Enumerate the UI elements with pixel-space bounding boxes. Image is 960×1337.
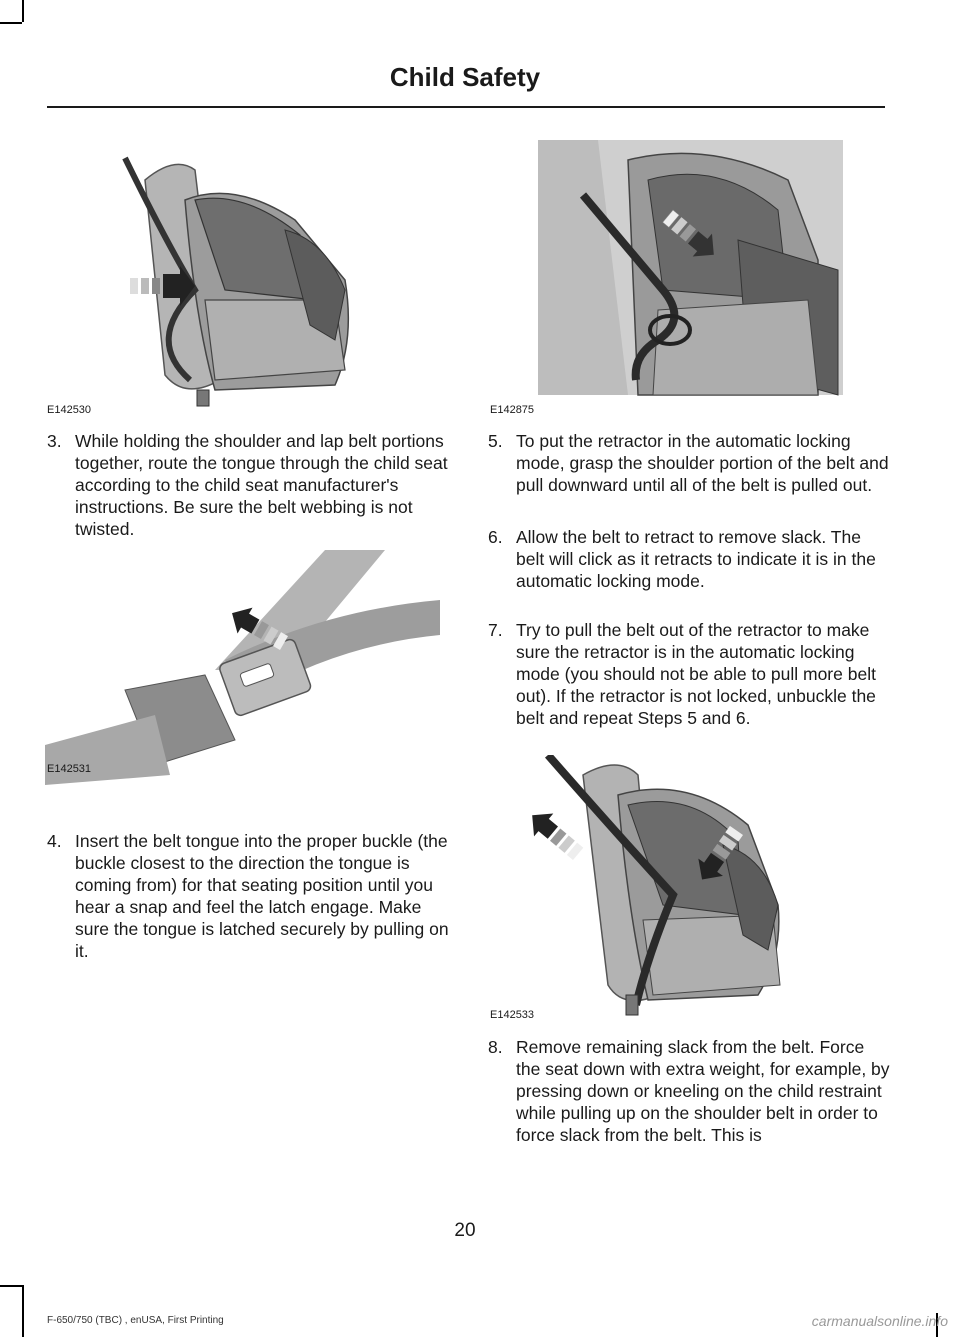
step-number: 6. bbox=[488, 527, 503, 547]
step-number: 3. bbox=[47, 431, 62, 451]
crop-mark bbox=[22, 0, 24, 22]
page-number: 20 bbox=[454, 1220, 476, 1241]
list-item bbox=[47, 830, 452, 990]
step-text: To put the retractor in the automatic locking mode, grasp the shoulder portion of the belt and pull downward until all of the belt is pulled out. bbox=[516, 431, 889, 495]
crop-mark bbox=[22, 1285, 24, 1337]
retractor-pull-illustration bbox=[488, 140, 843, 420]
figure-retractor-pull bbox=[488, 140, 843, 420]
step-text: Remove remaining slack from the belt. Force the seat down with extra weight, for example, by pressing down or kneeling on the child restraint while pulling up on the shoulder belt in order to force slack from the belt. This is bbox=[516, 1037, 890, 1145]
step-number: 5. bbox=[488, 431, 503, 451]
step-text: Insert the belt tongue into the proper buckle (the buckle closest to the direction the tongue is coming from) for that seating position until you hear a snap and feel the latch engage. Make sure the tongue is latched securely by pulling on it. bbox=[75, 831, 449, 961]
remove-slack-illustration bbox=[488, 755, 843, 1025]
list-item bbox=[488, 619, 893, 739]
step-text: Allow the belt to retract to remove slack. The belt will click as it retracts to indicate it is in the automatic locking mode. bbox=[516, 527, 876, 591]
step-text: Try to pull the belt out of the retractor to make sure the retractor is in the automatic locking mode (you should not be able to pull more belt out). If the retractor is not locked, unbuckle the belt and repeat Steps 5 and 6. bbox=[516, 620, 876, 728]
watermark: carmanualsonline.info bbox=[811, 1313, 948, 1329]
figure-code: E142531 bbox=[47, 763, 92, 775]
belt-tongue-illustration bbox=[45, 550, 440, 785]
figure-code: E142530 bbox=[47, 404, 92, 416]
crop-mark bbox=[0, 22, 22, 24]
figure-code: E142533 bbox=[490, 1009, 535, 1021]
figure-belt-tongue bbox=[45, 550, 440, 785]
list-item bbox=[47, 430, 452, 545]
footer-text: F-650/750 (TBC) , enUSA, First Printing bbox=[47, 1315, 224, 1326]
step-number: 4. bbox=[47, 831, 62, 851]
header-divider bbox=[47, 106, 885, 108]
figure-child-seat-routing bbox=[45, 140, 440, 420]
step-text: While holding the shoulder and lap belt portions together, route the tongue through the child seat according to the child seat manufacturer's instructions. Be sure the belt webbing is not twisted. bbox=[75, 431, 448, 539]
step-number: 8. bbox=[488, 1037, 503, 1057]
list-item bbox=[488, 526, 893, 616]
list-item bbox=[488, 1036, 893, 1186]
figure-remove-slack bbox=[488, 755, 843, 1025]
child-seat-routing-illustration bbox=[45, 140, 440, 420]
page-title: Child Safety bbox=[389, 62, 541, 92]
step-number: 7. bbox=[488, 620, 503, 640]
figure-code: E142875 bbox=[490, 404, 535, 416]
list-item bbox=[488, 430, 893, 520]
crop-mark bbox=[0, 1285, 22, 1287]
